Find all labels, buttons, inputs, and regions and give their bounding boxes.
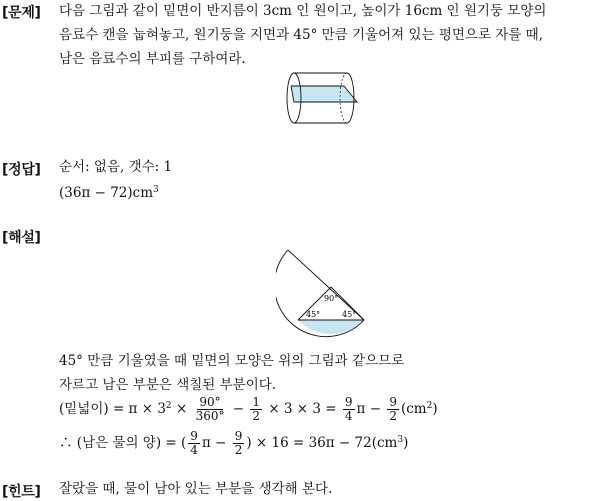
- circle-section-diagram: [276, 248, 372, 338]
- eq1-lhs: (밑넓이) = π × 3: [59, 401, 166, 417]
- solution-equation-1: [59, 393, 438, 423]
- answer-line-2: [59, 181, 159, 202]
- eq1-unit-sup: 2: [426, 401, 433, 411]
- answer-unit-exponent: 3: [153, 185, 159, 195]
- eq2-unit-end: ): [403, 435, 409, 451]
- eq1-unit-end: ): [432, 401, 438, 417]
- eq1-frac-4: [387, 396, 399, 423]
- angle-right-label: 45°: [342, 310, 357, 319]
- eq2-frac-2-den: 2: [234, 443, 243, 457]
- eq2-rest: ) × 16 = 36π − 72(cm: [246, 435, 398, 451]
- eq1-frac-2: [250, 396, 262, 423]
- problem-line-3: 남은 음료수의 부피를 구하여라.: [59, 51, 246, 67]
- eq1-frac-1-den: 360°: [195, 409, 225, 423]
- problem-line-2: 음료수 캔을 눕혀놓고, 원기둥을 지면과 45° 만큼 기울어져 있는 평면으로 자를 때,: [59, 27, 543, 43]
- answer-value: (36π − 72)cm: [59, 185, 154, 201]
- eq1-mid: × 3 × 3 =: [268, 401, 341, 417]
- solution-line-2: 자르고 남은 부분은 색칠된 부분이다.: [59, 377, 277, 393]
- eq2-frac-2-num: 9: [234, 429, 243, 443]
- eq1-frac-2-num: 1: [252, 395, 261, 409]
- angle-top-label: 90°: [324, 294, 339, 303]
- eq1-frac-1: [194, 396, 227, 423]
- eq1-frac-4-den: 2: [389, 409, 397, 423]
- hint-label: [힌트]: [2, 484, 41, 500]
- eq1-times: ×: [171, 401, 192, 417]
- hint-text: 잘랐을 때, 물이 남아 있는 부분을 생각해 본다.: [59, 481, 333, 497]
- eq1-frac-3-den: 4: [344, 409, 353, 423]
- eq2-pi-minus: π −: [201, 435, 231, 451]
- problem-label: [문제]: [2, 5, 41, 21]
- eq2-lhs: ∴ (남은 물의 양) = (: [59, 435, 187, 451]
- angle-left-label: 45°: [306, 310, 321, 319]
- eq1-frac-3: [343, 396, 355, 423]
- eq1-unit: (cm: [400, 401, 427, 417]
- solution-line-1: 45° 만큼 기울였을 때 밑면의 모양은 위의 그림과 같으므로: [59, 353, 405, 369]
- problem-line-1: 다음 그림과 같이 밑면이 반지름이 3cm 인 원이고, 높이가 16cm 인 원기둥 모양의: [59, 3, 547, 19]
- eq1-pi-minus: π −: [356, 401, 386, 417]
- eq1-exp: 2: [165, 401, 172, 411]
- answer-line-1: 순서: 없음, 갯수: 1: [59, 159, 173, 175]
- eq2-unit-sup: 3: [397, 435, 404, 445]
- solution-equation-2: [59, 427, 408, 457]
- eq2-frac-1-den: 4: [190, 443, 198, 457]
- eq2-frac-1-num: 9: [190, 429, 198, 443]
- eq1-minus: −: [232, 401, 249, 417]
- solution-label: [해설]: [2, 230, 41, 246]
- answer-label: [정답]: [2, 162, 41, 178]
- eq2-frac-2: [233, 430, 245, 457]
- water-segment: [298, 320, 364, 334]
- eq1-frac-1-num: 90°: [199, 395, 221, 409]
- eq2-frac-1: [188, 430, 200, 457]
- eq1-frac-3-num: 9: [344, 395, 353, 409]
- cylinder-figure: [284, 70, 366, 126]
- eq1-frac-4-num: 9: [389, 395, 397, 409]
- eq1-frac-2-den: 2: [252, 409, 261, 423]
